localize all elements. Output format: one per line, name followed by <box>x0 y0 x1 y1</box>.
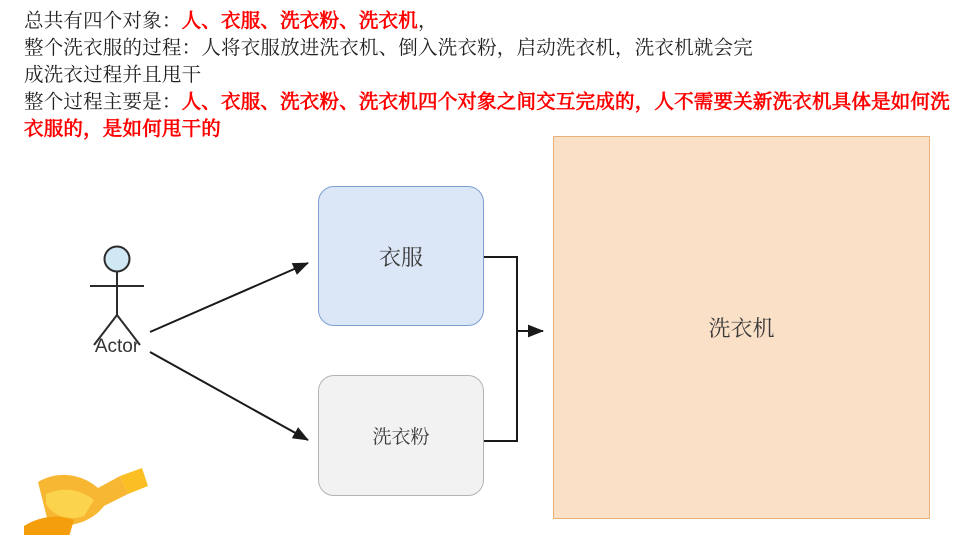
actor-label: Actor <box>94 336 140 357</box>
edge-actor-detergent <box>150 352 308 440</box>
notes-line-2: 整个洗衣服的过程：人将衣服放进洗衣机、倒入洗衣粉，启动洗衣机，洗衣机就会完 <box>24 37 753 59</box>
notes-line-4 <box>24 89 954 143</box>
edge-actor-clothes <box>150 263 308 332</box>
edge-clothes-washer <box>484 257 543 331</box>
notes-line-4-highlight: 人、衣服、洗衣粉、洗衣机四个对象之间交互完成的，人不需要关新洗衣机具体是如何洗衣服的，是如何甩干的 <box>24 91 950 140</box>
ribbon-decoration-icon <box>24 460 154 535</box>
notes-line-1-suffix: ， <box>418 10 438 32</box>
node-detergent-label: 洗衣粉 <box>372 427 430 448</box>
node-detergent[interactable] <box>318 375 484 496</box>
notes-line-1-prefix: 总共有四个对象： <box>24 10 182 32</box>
node-clothes[interactable] <box>318 186 484 326</box>
edge-detergent-washer <box>484 331 543 441</box>
notes-text-block <box>24 8 954 143</box>
notes-line-3: 成洗衣过程并且甩干 <box>24 64 202 86</box>
notes-line-1 <box>24 8 954 35</box>
node-washer-label: 洗衣机 <box>708 316 775 341</box>
node-washer[interactable] <box>553 136 930 519</box>
notes-line-1-highlight: 人、衣服、洗衣粉、洗衣机 <box>181 10 419 32</box>
node-clothes-label: 衣服 <box>378 244 423 270</box>
notes-line-4-prefix: 整个过程主要是： <box>24 91 182 113</box>
